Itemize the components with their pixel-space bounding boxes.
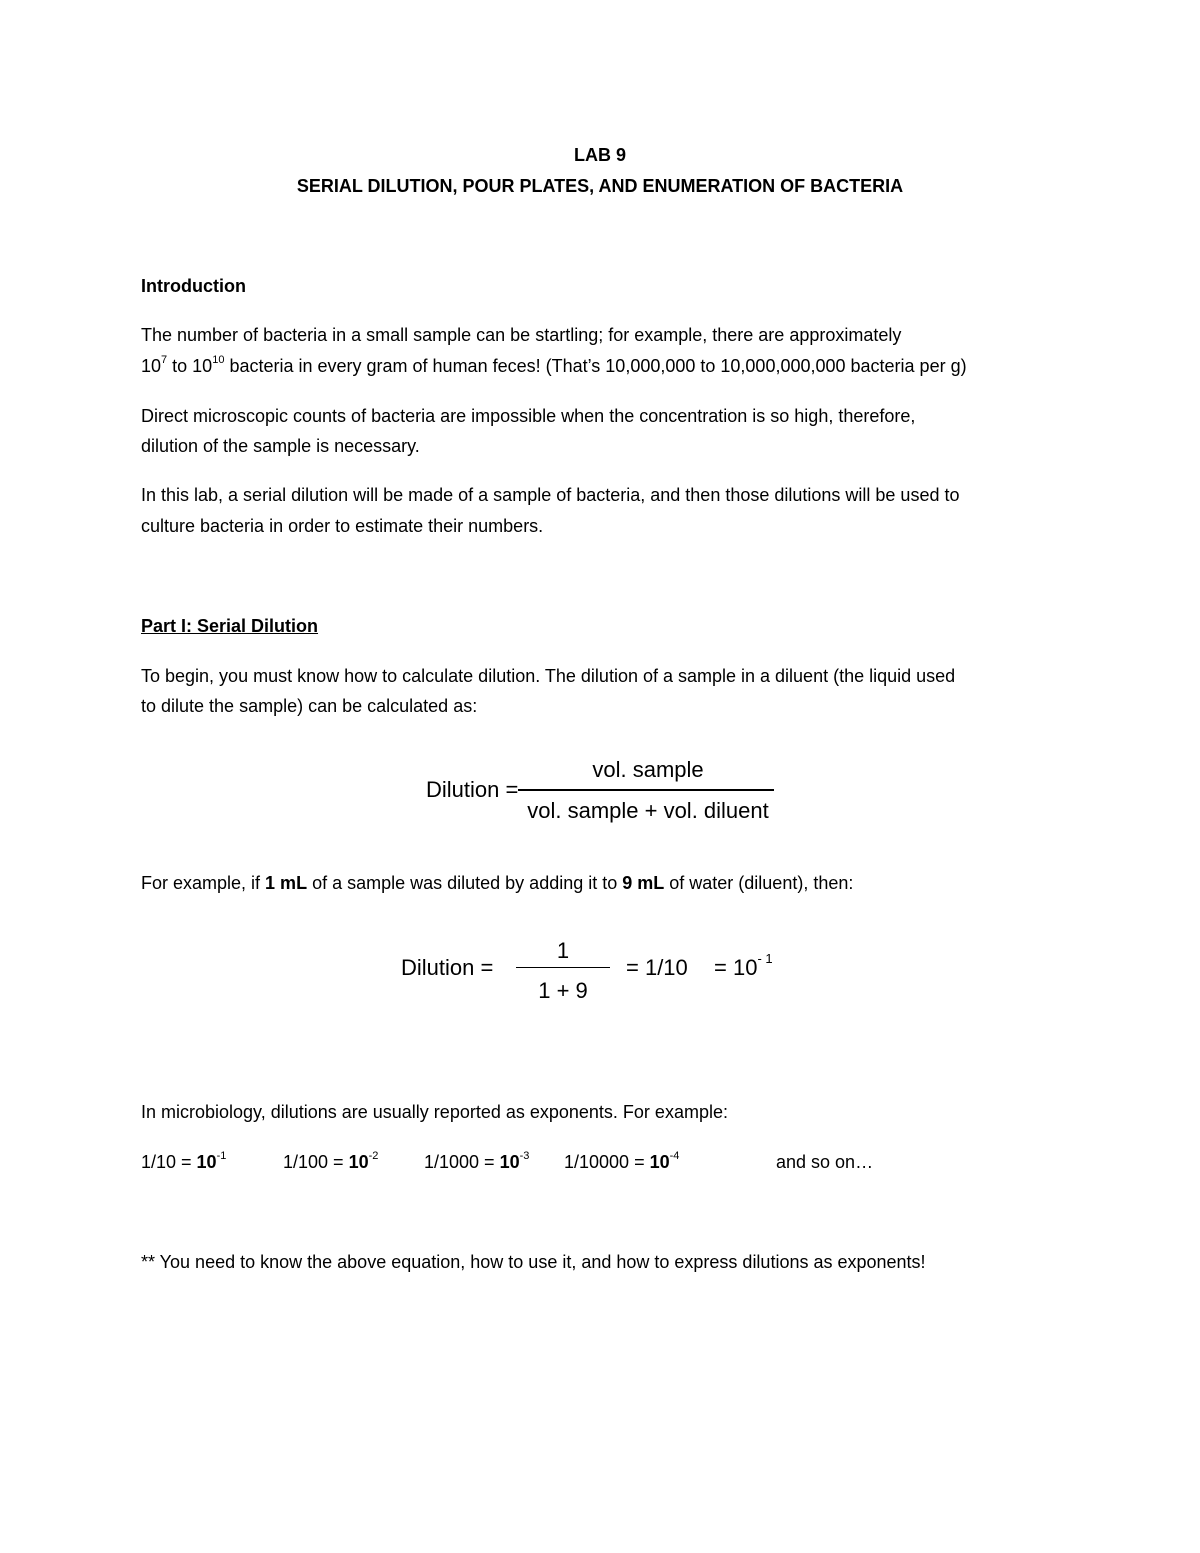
formula-numerator: vol. sample [592, 757, 704, 782]
intro-paragraph-1-line-2: $10^7$ to $10^{10}$ bacteria in every gram of human feces! (That’s 10,000,000 to 10,000,000,000 bacteria per g) [141, 354, 967, 376]
example-formula-result-exponent: = $10^{- 1}$ [714, 950, 773, 980]
exponent-example-3: $1/1000 = 10^{-3}$ [424, 1150, 530, 1172]
and-so-on: and so on… [776, 1152, 874, 1172]
exponent-example-1: $1/10 = 10^{-1}$ [141, 1150, 227, 1172]
example-formula-lhs: Dilution = [401, 955, 494, 980]
example-formula-numerator: 1 [556, 938, 570, 963]
formula-denominator: vol. sample + vol. diluent [527, 798, 769, 823]
intro-paragraph-3-line-2: culture bacteria in order to estimate their numbers. [141, 516, 544, 536]
fraction-bar [518, 789, 774, 791]
exponent-example-2: $1/100 = 10^{-2}$ [283, 1150, 379, 1172]
example-formula-denominator: 1 + 9 [538, 978, 588, 1003]
example-sentence: For example, if 1 mL of a sample was diluted by adding it to 9 mL of water (diluent), then: [141, 873, 854, 893]
intro-paragraph-2-line-2: dilution of the sample is necessary. [141, 436, 420, 456]
lab-number: LAB 9 [573, 145, 626, 165]
page-title: SERIAL DILUTION, POUR PLATES, AND ENUMERATION OF BACTERIA [296, 176, 904, 196]
exponent: 7 [161, 354, 168, 366]
important-note: ** You need to know the above equation, how to use it, and how to express dilutions as exponents! [141, 1252, 926, 1272]
exponent-intro: In microbiology, dilutions are usually reported as exponents. For example: [141, 1102, 728, 1122]
intro-paragraph-2-line-1: Direct microscopic counts of bacteria are impossible when the concentration is so high, therefore, [141, 406, 916, 426]
fraction-bar [516, 967, 610, 968]
exponent-example-4: $1/10000 = 10^{-4}$ [564, 1150, 680, 1172]
formula-lhs: Dilution = [426, 777, 519, 802]
part-1-heading: Part I: Serial Dilution [141, 616, 319, 636]
example-formula-result-fraction: = 1/10 [626, 955, 688, 980]
intro-paragraph-3-line-1: In this lab, a serial dilution will be made of a sample of bacteria, and then those dilutions will be used to [141, 485, 960, 505]
introduction-heading: Introduction [141, 276, 246, 296]
part-1-paragraph-line-2: to dilute the sample) can be calculated as: [141, 696, 478, 716]
part-1-paragraph-line-1: To begin, you must know how to calculate dilution. The dilution of a sample in a diluent (the liquid used [141, 666, 956, 686]
exponent: - 1 [757, 950, 773, 966]
exponent: 10 [212, 354, 225, 366]
intro-paragraph-1-line-1: The number of bacteria in a small sample can be startling; for example, there are approximately [141, 325, 902, 345]
